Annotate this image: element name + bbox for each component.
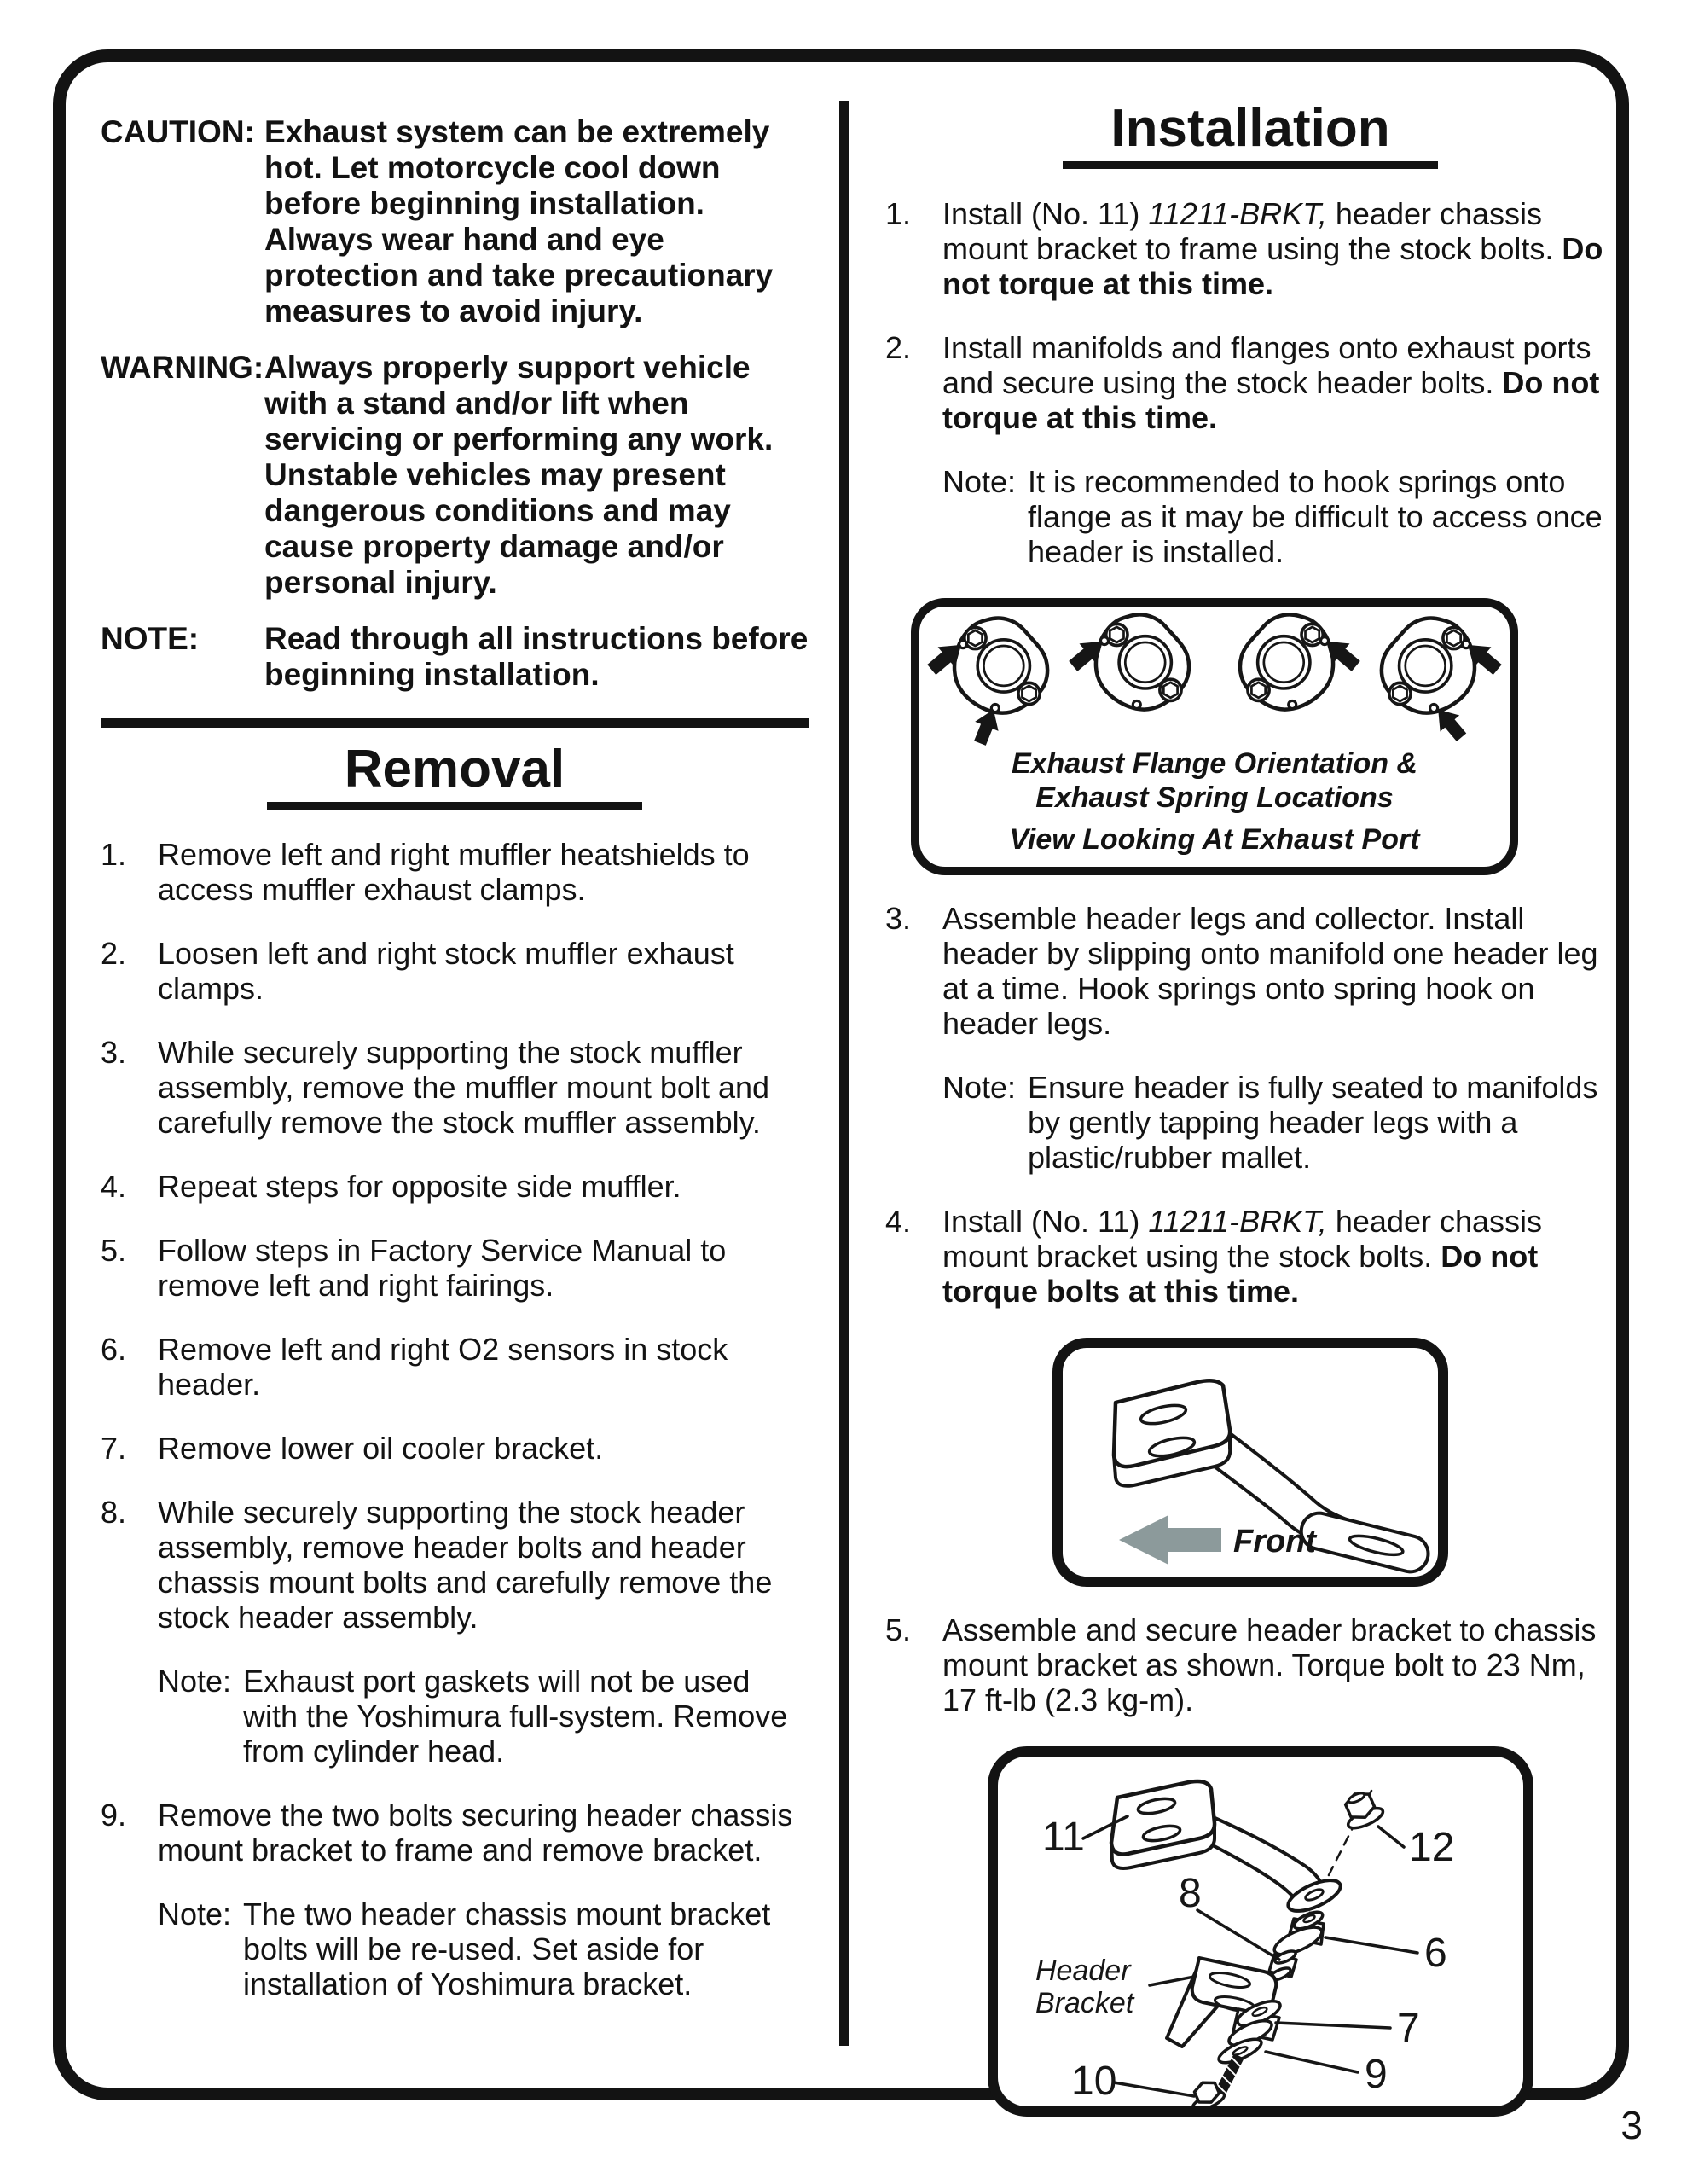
bolt-10 (1191, 2053, 1244, 2106)
install-step-3 (885, 901, 1615, 1041)
flange-orientation-figure (911, 598, 1518, 875)
notice-caution (101, 114, 809, 329)
install-note-seated (942, 1070, 1615, 1175)
step-number: 3. (101, 1035, 127, 1070)
step-number: 2. (885, 330, 912, 365)
step-segment: header chassis mount bracket using the stock bolts. (942, 1203, 1543, 1274)
note-text: Ensure header is fully seated to manifolds by gently tapping header legs with a plastic/rubber mallet. (1028, 1069, 1598, 1175)
step-number: 1. (101, 837, 127, 872)
step-number: 2. (101, 936, 127, 971)
title-underline (1063, 161, 1438, 169)
step-segment: Install manifolds and flanges onto exhaust ports and secure using the stock header bolts. (942, 330, 1591, 400)
removal-note-bolts (158, 1896, 809, 2001)
bold-warning: Do not torque at this time. (942, 231, 1603, 301)
note-label: Note: (158, 1664, 232, 1699)
removal-step-1 (101, 837, 809, 907)
notice-label: NOTE: (101, 621, 200, 656)
front-label: Front (1233, 1523, 1317, 1560)
label-bracket: Bracket (1035, 1986, 1134, 2019)
removal-step-6 (101, 1332, 809, 1402)
step-segment: header chassis mount bracket to frame using the stock bolts. (942, 196, 1562, 266)
note-text: Exhaust port gaskets will not be used with the Yoshimura full-system. Remove from cylinder head. (243, 1664, 788, 1769)
notice-label: CAUTION: (101, 114, 255, 149)
label-header: Header (1035, 1954, 1131, 1987)
step-segment: Install (No. 11) (942, 1203, 1149, 1239)
grommet-6 (1271, 1908, 1325, 1960)
removal-step-9 (101, 1798, 809, 1867)
step-segment: Assemble and secure header bracket to chassis mount bracket as shown. Torque bolt to 23 Nm, 17 ft-lb (2.3 kg-m). (942, 1612, 1597, 1717)
label-10: 10 (1071, 2058, 1117, 2104)
removal-step-3 (101, 1035, 809, 1140)
label-11: 11 (1042, 1814, 1085, 1860)
header-bracket-figure (1052, 1338, 1448, 1587)
notice-warning (101, 350, 809, 601)
flange-diagram (926, 613, 1503, 746)
flange-caption-line-1: Exhaust Flange Orientation & (1011, 746, 1418, 780)
bracket-diagram (1063, 1348, 1438, 1577)
notice-note (101, 621, 809, 693)
step-text (942, 196, 1615, 301)
step-number: 7. (101, 1431, 127, 1466)
removal-title: Removal (344, 740, 565, 799)
removal-steps (101, 837, 809, 2001)
title-underline (267, 802, 642, 810)
install-note-springs (942, 464, 1615, 569)
installation-steps (885, 196, 1615, 2117)
part-number: 11211-BRKT, (1148, 1203, 1327, 1239)
step-text (942, 1612, 1615, 1717)
column-divider (839, 101, 849, 2046)
section-divider (101, 718, 809, 728)
removal-note-gaskets (158, 1664, 809, 1769)
step-text: Remove lower oil cooler bracket. (158, 1431, 604, 1466)
removal-step-5 (101, 1233, 809, 1303)
step-number: 5. (885, 1612, 912, 1647)
step-text: While securely supporting the stock header assembly, remove header bolts and header chassis mount bolts and carefully remove the stock header assembly. (158, 1495, 773, 1635)
removal-step-4 (101, 1169, 809, 1204)
note-label: Note: (158, 1896, 232, 1931)
removal-step-2 (101, 936, 809, 1006)
install-step-4 (885, 1204, 1615, 1309)
installation-title: Installation (1110, 99, 1390, 158)
step-text (942, 1204, 1615, 1309)
step-text: Remove left and right O2 sensors in stock header. (158, 1332, 728, 1402)
step-text: Follow steps in Factory Service Manual to remove left and right fairings. (158, 1233, 727, 1303)
label-12: 12 (1409, 1824, 1455, 1870)
step-text: Remove left and right muffler heatshields to access muffler exhaust clamps. (158, 837, 750, 907)
notice-text: Read through all instructions before beginning installation. (264, 621, 809, 692)
notice-text: Always properly support vehicle with a stand and/or lift when servicing or performing any work. Unstable vehicles may present dangerous conditions and may cause property damage and/or personal injury. (264, 350, 774, 600)
label-7: 7 (1397, 2005, 1420, 2051)
install-step-5 (885, 1612, 1615, 1717)
notice-label: WARNING: (101, 350, 264, 385)
bold-warning: Do not torque bolts at this time. (942, 1238, 1539, 1309)
step-number: 4. (101, 1169, 127, 1204)
flange-caption-line-2: Exhaust Spring Locations (1035, 781, 1394, 814)
install-step-1 (885, 196, 1615, 301)
step-number: 8. (101, 1495, 127, 1530)
page-number: 3 (1620, 2103, 1643, 2147)
step-number: 3. (885, 900, 912, 936)
note-text: The two header chassis mount bracket bolts will be re-used. Set aside for installation of Yoshimura bracket. (243, 1896, 771, 2001)
step-number: 1. (885, 196, 912, 231)
removal-step-7 (101, 1431, 809, 1466)
label-9: 9 (1365, 2051, 1388, 2097)
step-number: 5. (101, 1233, 127, 1268)
step-text (942, 330, 1615, 435)
step-text: While securely supporting the stock muffler assembly, remove the muffler mount bolt and carefully remove the stock muffler assembly. (158, 1035, 770, 1140)
step-number: 9. (101, 1798, 127, 1833)
step-segment: Assemble header legs and collector. Install header by slipping onto manifold one header leg at a time. Hook springs onto spring hook on header legs. (942, 900, 1598, 1041)
note-label: Note: (942, 464, 1017, 499)
right-column (885, 101, 1615, 2117)
left-column (101, 114, 809, 2030)
step-text (942, 901, 1615, 1041)
install-step-2 (885, 330, 1615, 435)
step-text: Loosen left and right stock muffler exhaust clamps. (158, 936, 734, 1006)
note-text: It is recommended to hook springs onto flange as it may be difficult to access once header is installed. (1028, 464, 1603, 569)
flange-row (954, 614, 1475, 712)
exploded-diagram (998, 1757, 1523, 2106)
step-text: Remove the two bolts securing header chassis mount bracket to frame and remove bracket. (158, 1798, 793, 1867)
bracket-11 (1111, 1781, 1344, 1917)
bold-warning: Do not torque at this time. (942, 365, 1600, 435)
part-number: 11211-BRKT, (1148, 196, 1327, 231)
flange-caption-line-3: View Looking At Exhaust Port (1009, 822, 1420, 856)
exploded-assembly-figure (988, 1746, 1533, 2117)
step-number: 6. (101, 1332, 127, 1367)
step-text: Repeat steps for opposite side muffler. (158, 1169, 681, 1204)
step-segment: Install (No. 11) (942, 196, 1149, 231)
note-label: Note: (942, 1069, 1017, 1105)
step-number: 4. (885, 1203, 912, 1239)
front-arrow-icon (1119, 1515, 1221, 1565)
notice-text: Exhaust system can be extremely hot. Let motorcycle cool down before beginning installation. Always wear hand and eye protection and take precautionary measures to avoid injury. (264, 114, 774, 328)
removal-step-8 (101, 1495, 809, 1635)
label-8: 8 (1179, 1870, 1202, 1916)
label-6: 6 (1424, 1930, 1447, 1976)
